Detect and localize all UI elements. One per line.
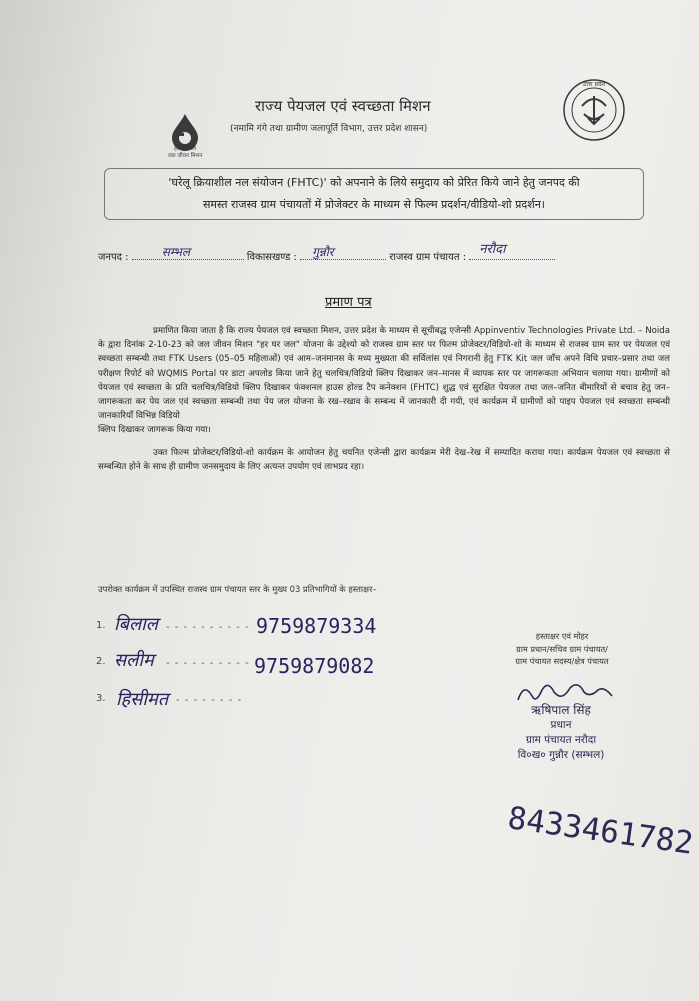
signatory-line-1: हस्ताक्षर एवं मोहर	[535, 631, 589, 641]
logo-text-1: हर घर जल	[174, 146, 196, 152]
handwritten-phone: 8433461782	[505, 800, 696, 862]
participant-number: 3.	[96, 693, 106, 704]
participant-phone: 9759879334	[256, 614, 377, 638]
participants-intro: उपरोक्त कार्यक्रम में उपस्थित राजस्व ग्राम पंचायत स्तर के मुख्य 03 प्रतिभागियों के हस्ताक्षर–	[98, 584, 377, 594]
participant-row: 1. बिलाल - - - - - - - - - - 9759879334	[96, 614, 377, 638]
block-field	[300, 245, 386, 260]
village-label: राजस्व ग्राम पंचायत :	[389, 252, 467, 263]
stamp-place: ग्राम पंचायत नरौदा	[525, 734, 597, 746]
district-field	[132, 245, 244, 260]
village-field	[469, 242, 555, 260]
participant-signature: हिसीमत	[116, 689, 169, 710]
participant-number: 1.	[96, 620, 106, 631]
village-value: नरौदा	[479, 242, 506, 257]
participant-row: 3. हिसीमत - - - - - - - -	[96, 689, 243, 710]
body-paragraph-1: प्रमाणित किया जाता है कि राज्य पेयजल एवं स्वच्छता मिशन, उत्तर प्रदेश के माध्यम से सूचीबद्ध एजेन्सी Appinventiv Technologies Private Ltd. – Noida के द्वारा दिनांक 2-10-23 को जल जीवन मिशन "हर घर जल" योजना के उद्देश्यो को राजस्व ग्राम स्तर पर फिल्म प्रोजेक्टर/विडियो-शो के माध्यम से राजस्व ग्राम स्तर पर पेयजल एवं स्वच्छता सम्बन्धी तथा FTK Users (05–05 महिलाओं) एवं आम–जनमानस के मध्य मुख्यता की सर्विलांस एवं निगरानी हेतु FTK Kit जल जाँच अपने विधि प्रचार–प्रसार तथा जल परीक्षण रिपोर्ट को WQMIS Portal पर डाटा अपलोड किया जाने हेतु चलचित्र/विडियो क्लिप दिखाकर जन–मानस में व्यापक स्तर पर जागरूकता अभियान चलाया गया। ग्रामीणों को पेयजल एवं स्वच्छता के प्रति चलचित्र/विडियो क्लिप दिखाकर फंक्शनल हाउस होल्ड टैप कनेक्शन (FHTC) शुद्ध एवं सुरक्षित पेयजल तथा जल–जनित बीमारियों से बचाव हेतु जन–जागरूकता कर पेय जल एवं स्वच्छता सम्बन्धी तथा पेय जल योजना के रख–रखाव के सम्बन्ध में जानकारी दी गयी, एवं कार्यक्रम में ग्रामीणों को पाइप पेयजल एवं स्वच्छता सम्बन्धी जानकारियाँ विभिन्न विडियो	[98, 326, 670, 422]
banner-line-1: 'घरेलू क्रियाशील नल संयोजन (FHTC)' को अपनाने के लिये समुदाय को प्रेरित किये जाने हेतु जनपद की	[168, 176, 580, 189]
stamp-name: ऋषिपाल सिंह	[531, 703, 591, 717]
district-label: जनपद :	[98, 252, 129, 263]
participant-signature: बिलाल	[114, 614, 159, 635]
participant-row: 2. सलीम - - - - - - - - - - 9759879082	[96, 650, 375, 678]
certificate-title: प्रमाण पत्र	[325, 295, 372, 310]
stamp-role: प्रधान	[550, 719, 572, 731]
location-fields	[98, 242, 658, 263]
participant-number: 2.	[96, 656, 106, 667]
signatory-line-3: ग्राम पंचायत सदस्य/क्षेत्र पंचायत	[515, 656, 609, 667]
block-label: विकासखण्ड :	[246, 252, 297, 263]
participant-phone: 9759879082	[254, 654, 375, 678]
signatory-line-2: ग्राम प्रधान/सचिव ग्राम पंचायत/	[516, 643, 608, 654]
logo-text-2: जल जीवन मिशन	[167, 153, 203, 159]
har-ghar-jal-logo	[160, 110, 210, 164]
mission-title: राज्य पेयजल एवं स्वच्छता मिशन	[255, 97, 431, 115]
participant-signature: सलीम	[114, 650, 154, 671]
block-value: गुन्नौर	[312, 245, 334, 259]
up-emblem-logo	[562, 78, 626, 142]
mission-subtitle: (नमामि गंगे तथा ग्रामीण जलापूर्ति विभाग, उत्तर प्रदेश शासन)	[230, 124, 428, 134]
stamp-block: वि०ख० गुन्नौर (सम्भल)	[517, 749, 605, 761]
district-value: सम्भल	[161, 245, 190, 259]
pradhan-stamp	[486, 703, 636, 763]
banner-line-2: समस्त राजस्व ग्राम पंचायतों में प्रोजेक्टर के माध्यम से फिल्म प्रदर्शन/वीडियो-शो प्रदर्शन।	[203, 198, 545, 211]
signatory-block	[482, 630, 642, 668]
subject-banner	[104, 168, 644, 220]
certificate-body	[98, 324, 670, 474]
emblem-text: उत्तर प्रदेश	[582, 81, 606, 88]
body-paragraph-1-tail: क्लिप दिखाकर जागरूक किया गया।	[98, 425, 211, 436]
body-paragraph-2: उक्त फिल्म प्रोजेक्टर/विडियो-शो कार्यक्रम के आयोजन हेतु चयनित एजेन्सी द्वारा कार्यक्रम मेरी देख–रेख में सम्पादित कराया गया। कार्यक्रम पेयजल एवं स्वच्छता से सम्बन्धित होने के साथ ही ग्रामीण जनसमुदाय के लिए अत्यन्त उपयोग एवं लाभप्रद रहा।	[98, 447, 670, 472]
